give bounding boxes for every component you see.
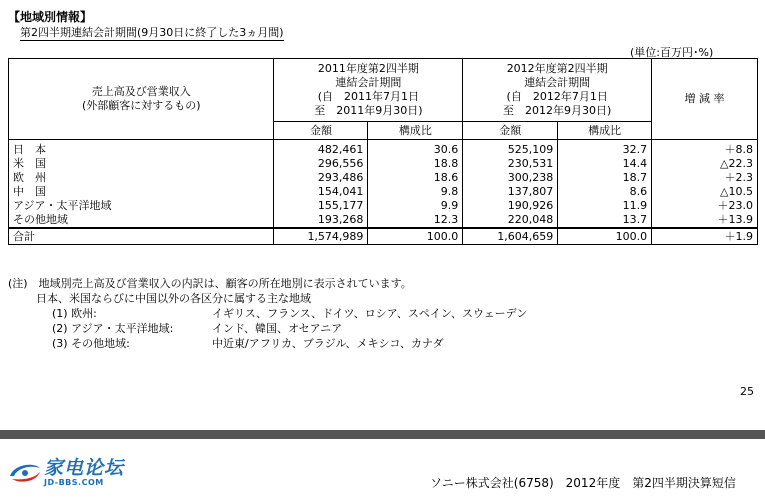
ratio-2011: 18.6 bbox=[368, 171, 463, 185]
footer-divider-bar bbox=[0, 430, 765, 439]
change-rate: ＋13.9 bbox=[652, 213, 758, 228]
note-line2: 日本、米国ならびに中国以外の各区分に属する主な地域 bbox=[36, 292, 311, 305]
amount-2012: 525,109 bbox=[463, 140, 558, 158]
table-row bbox=[9, 140, 758, 158]
period1-header bbox=[274, 59, 463, 122]
note-item-key: (1) 欧州: bbox=[52, 307, 97, 320]
logo-text bbox=[44, 458, 124, 487]
note-item-key: (3) その他地域: bbox=[52, 337, 130, 350]
row-header-cell bbox=[9, 59, 274, 140]
total-change-rate: ＋1.9 bbox=[652, 228, 758, 245]
note-item-value: 中近東/アフリカ、ブラジル、メキシコ、カナダ bbox=[212, 337, 444, 350]
change-rate: ＋23.0 bbox=[652, 199, 758, 213]
table-row bbox=[9, 171, 758, 185]
period2-header bbox=[463, 59, 652, 122]
note-item-value: イギリス、フランス、ドイツ、ロシア、スペイン、スウェーデン bbox=[212, 307, 528, 320]
region-label: 欧 州 bbox=[9, 171, 274, 185]
period2-line2: 連結会計期間 bbox=[524, 76, 591, 89]
logo-swirl-icon bbox=[8, 462, 42, 484]
ratio-2012: 14.4 bbox=[558, 157, 652, 171]
amount-2011: 154,041 bbox=[274, 185, 368, 199]
total-row bbox=[9, 228, 758, 245]
table-row bbox=[9, 213, 758, 228]
row-header-line2: (外部顧客に対するもの) bbox=[81, 99, 201, 112]
region-label: 日 本 bbox=[9, 140, 274, 158]
table-row bbox=[9, 185, 758, 199]
ratio-2012: 11.9 bbox=[558, 199, 652, 213]
amount-2012: 137,807 bbox=[463, 185, 558, 199]
ratio-2011: 18.8 bbox=[368, 157, 463, 171]
ratio-2011: 12.3 bbox=[368, 213, 463, 228]
section-subtitle: 第2四半期連結会計期間(9月30日に終了した3ヵ月間) bbox=[20, 26, 284, 39]
note-item-key: (2) アジア・太平洋地域: bbox=[52, 322, 174, 335]
period2-line4: 至 2012年9月30日) bbox=[503, 104, 612, 117]
note-line1: (注) 地域別売上高及び営業収入の内訳は、顧客の所在地別に表示されています。 bbox=[8, 277, 412, 290]
region-label: アジア・太平洋地域 bbox=[9, 199, 274, 213]
amount-2011: 155,177 bbox=[274, 199, 368, 213]
change-rate: ＋2.3 bbox=[652, 171, 758, 185]
change-rate: △22.3 bbox=[652, 157, 758, 171]
amount-2012: 300,238 bbox=[463, 171, 558, 185]
table-row bbox=[9, 157, 758, 171]
regional-sales-table bbox=[8, 58, 758, 245]
amount-2012: 220,048 bbox=[463, 213, 558, 228]
table-row bbox=[9, 199, 758, 213]
period1-line3: (自 2011年7月1日 bbox=[317, 90, 420, 103]
total-amount-2011: 1,574,989 bbox=[274, 228, 368, 245]
amount-2011: 482,461 bbox=[274, 140, 368, 158]
ratio-2012: 8.6 bbox=[558, 185, 652, 199]
col-amount-2: 金額 bbox=[463, 122, 558, 140]
amount-2012: 230,531 bbox=[463, 157, 558, 171]
ratio-2012: 32.7 bbox=[558, 140, 652, 158]
ratio-2012: 13.7 bbox=[558, 213, 652, 228]
region-label: その他地域 bbox=[9, 213, 274, 228]
footer-company-text: ソニー株式会社(6758) 2012年度 第2四半期決算短信 bbox=[430, 476, 736, 490]
col-ratio-1: 構成比 bbox=[368, 122, 463, 140]
amount-2011: 193,268 bbox=[274, 213, 368, 228]
ratio-2011: 9.9 bbox=[368, 199, 463, 213]
notes bbox=[8, 276, 527, 351]
region-label: 中 国 bbox=[9, 185, 274, 199]
section-title: 【地域別情報】 bbox=[8, 10, 93, 24]
amount-2012: 190,926 bbox=[463, 199, 558, 213]
col-ratio-2: 構成比 bbox=[558, 122, 652, 140]
note-item bbox=[52, 321, 527, 336]
amount-2011: 296,556 bbox=[274, 157, 368, 171]
site-logo[interactable] bbox=[8, 458, 124, 487]
change-rate: ＋8.8 bbox=[652, 140, 758, 158]
row-header-line1: 売上高及び営業収入 bbox=[91, 85, 191, 98]
amount-2011: 293,486 bbox=[274, 171, 368, 185]
ratio-2011: 9.8 bbox=[368, 185, 463, 199]
unit-label: (単位:百万円･%) bbox=[630, 46, 714, 59]
change-header: 増 減 率 bbox=[652, 59, 758, 140]
period1-line1: 2011年度第2四半期 bbox=[317, 62, 419, 75]
region-label: 米 国 bbox=[9, 157, 274, 171]
total-ratio-2012: 100.0 bbox=[558, 228, 652, 245]
col-amount-1: 金額 bbox=[274, 122, 368, 140]
ratio-2012: 18.7 bbox=[558, 171, 652, 185]
note-item bbox=[52, 306, 527, 321]
total-label: 合計 bbox=[9, 228, 274, 245]
page-number: 25 bbox=[740, 385, 754, 398]
logo-main-text: 家电论坛 bbox=[44, 457, 125, 479]
total-ratio-2011: 100.0 bbox=[368, 228, 463, 245]
change-rate: △10.5 bbox=[652, 185, 758, 199]
logo-sub-text: JD-BBS.COM bbox=[44, 478, 104, 487]
period2-line1: 2012年度第2四半期 bbox=[506, 62, 608, 75]
period2-line3: (自 2012年7月1日 bbox=[506, 90, 608, 103]
note-item-value: インド、韓国、オセアニア bbox=[212, 322, 343, 335]
note-item bbox=[52, 336, 527, 351]
period1-line4: 至 2011年9月30日) bbox=[314, 104, 423, 117]
period1-line2: 連結会計期間 bbox=[335, 76, 402, 89]
total-amount-2012: 1,604,659 bbox=[463, 228, 558, 245]
ratio-2011: 30.6 bbox=[368, 140, 463, 158]
